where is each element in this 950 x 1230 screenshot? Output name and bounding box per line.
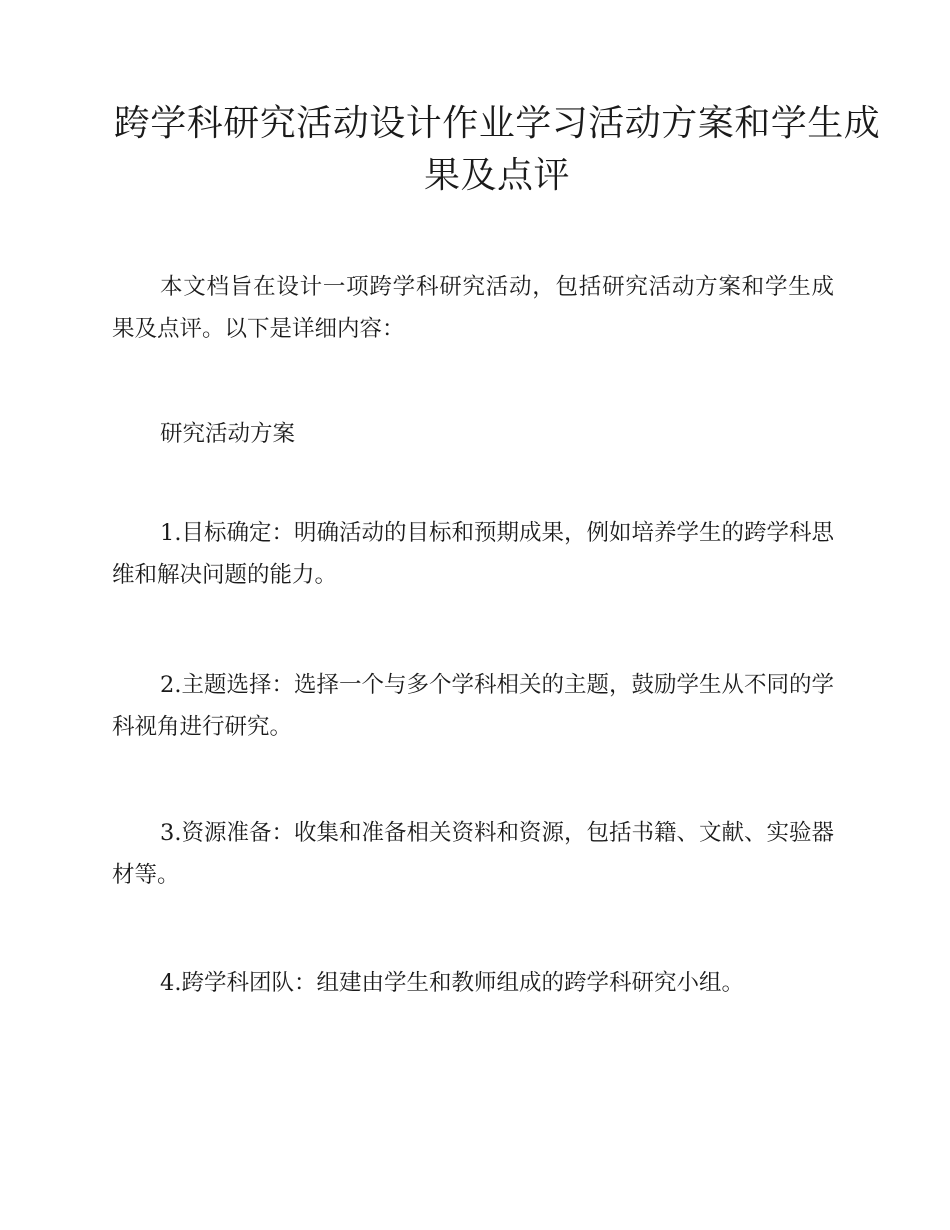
section-heading: 研究活动方案 — [160, 421, 296, 447]
intro-paragraph: 本文档旨在设计一项跨学科研究活动，包括研究活动方案和学生成果及点评。以下是详细内容： — [112, 274, 834, 342]
list-item: 4.跨学科团队：组建由学生和教师组成的跨学科研究小组。 — [160, 970, 744, 996]
list-item: 2.主题选择：选择一个与多个学科相关的主题，鼓励学生从不同的学科视角进行研究。 — [112, 672, 834, 740]
document-title: 跨学科研究活动设计作业学习活动方案和学生成果及点评 — [113, 103, 881, 196]
list-item: 3.资源准备：收集和准备相关资料和资源，包括书籍、文献、实验器材等。 — [112, 820, 834, 888]
list-item: 1.目标确定：明确活动的目标和预期成果，例如培养学生的跨学科思维和解决问题的能力。 — [112, 520, 834, 588]
